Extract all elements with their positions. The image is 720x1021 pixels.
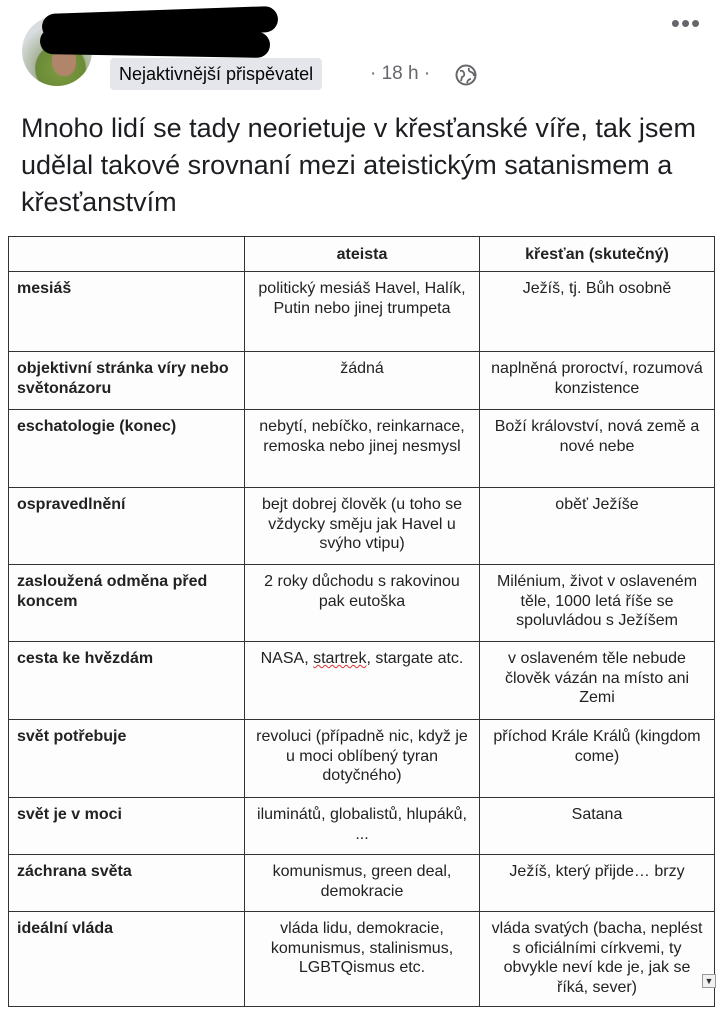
atheist-cell: vláda lidu, demokracie, komunismus, stalinismus, LGBTQismus etc. (245, 912, 480, 1007)
row-label: svět je v moci (9, 798, 245, 855)
atheist-cell: iluminátů, globalistů, hlupáků, ... (245, 798, 480, 855)
table-row (9, 352, 715, 410)
christian-cell: Satana (480, 798, 715, 855)
row-label: ideální vláda (9, 912, 245, 1007)
row-label: záchrana světa (9, 855, 245, 912)
atheist-text-part: NASA, (260, 650, 314, 667)
christian-cell: naplněná proroctví, rozumová konzistence (480, 352, 715, 410)
row-label: mesiáš (9, 272, 245, 352)
post-text: Mnoho lidí se tady neorietuje v křesťanské víře, tak jsem udělal takové srovnaní mezi ateistickým satanismem a křesťanstvím (21, 113, 696, 217)
table-row (9, 488, 715, 565)
header-christian: křesťan (skutečný) (480, 237, 715, 272)
atheist-cell: politický mesiáš Havel, Halík, Putin nebo jinej trumpeta (245, 272, 480, 352)
cell-dropdown-icon[interactable]: ▼ (702, 974, 716, 988)
table-row (9, 855, 715, 912)
comparison-table (8, 236, 715, 1007)
row-label: svět potřebuje (9, 720, 245, 798)
table-row (9, 272, 715, 352)
post-header (0, 0, 720, 100)
christian-cell: oběť Ježíše (480, 488, 715, 565)
atheist-cell: 2 roky důchodu s rakovinou pak eutoška (245, 565, 480, 642)
christian-cell: Ježíš, který přijde… brzy (480, 855, 715, 912)
christian-cell: Ježíš, tj. Bůh osobně (480, 272, 715, 352)
spellcheck-underlined-word[interactable]: startrek (313, 650, 367, 667)
christian-cell: v oslaveném těle nebude člověk vázán na místo ani Zemi (480, 642, 715, 720)
redacted-author-name (40, 6, 280, 58)
atheist-cell: bejt dobrej člověk (u toho se vždycky směju jak Havel u svýho vtipu) (245, 488, 480, 565)
atheist-cell: revoluci (případně nic, když je u moci oblíbený tyran dotyčného) (245, 720, 480, 798)
atheist-cell: žádná (245, 352, 480, 410)
atheist-cell: komunismus, green deal, demokracie (245, 855, 480, 912)
top-contributor-badge[interactable]: Nejaktivnější přispěvatel (110, 58, 322, 90)
more-horizontal-icon[interactable]: ••• (670, 8, 702, 38)
table-row (9, 912, 715, 1007)
table-row (9, 720, 715, 798)
comparison-table-image (8, 236, 714, 1006)
table-row (9, 798, 715, 855)
christian-cell: vláda svatých (bacha, neplést s oficiálními církvemi, ty obvykle neví kde je, jak se říká, sever) (480, 912, 715, 1007)
header-atheist: ateista (245, 237, 480, 272)
atheist-cell: nebytí, nebíčko, reinkarnace, remoska nebo jinej nesmysl (245, 410, 480, 488)
row-label: cesta ke hvězdám (9, 642, 245, 720)
row-label: ospravedlnění (9, 488, 245, 565)
christian-cell: Milénium, život v oslaveném těle, 1000 letá říše se spoluvládou s Ježíšem (480, 565, 715, 642)
row-label: zasloužená odměna před koncem (9, 565, 245, 642)
christian-cell: příchod Krále Králů (kingdom come) (480, 720, 715, 798)
table-row (9, 642, 715, 720)
header-cell-empty (9, 237, 245, 272)
atheist-text-part: , stargate atc. (366, 650, 464, 667)
christian-cell: Boží království, nová země a nové nebe (480, 410, 715, 488)
row-label: eschatologie (konec) (9, 410, 245, 488)
atheist-cell (245, 642, 480, 720)
table-row (9, 565, 715, 642)
post-time[interactable]: · 18 h · (370, 63, 431, 84)
row-label: objektivní stránka víry nebo světonázoru (9, 352, 245, 410)
table-header-row (9, 237, 715, 272)
globe-icon (455, 64, 477, 86)
table-row (9, 410, 715, 488)
